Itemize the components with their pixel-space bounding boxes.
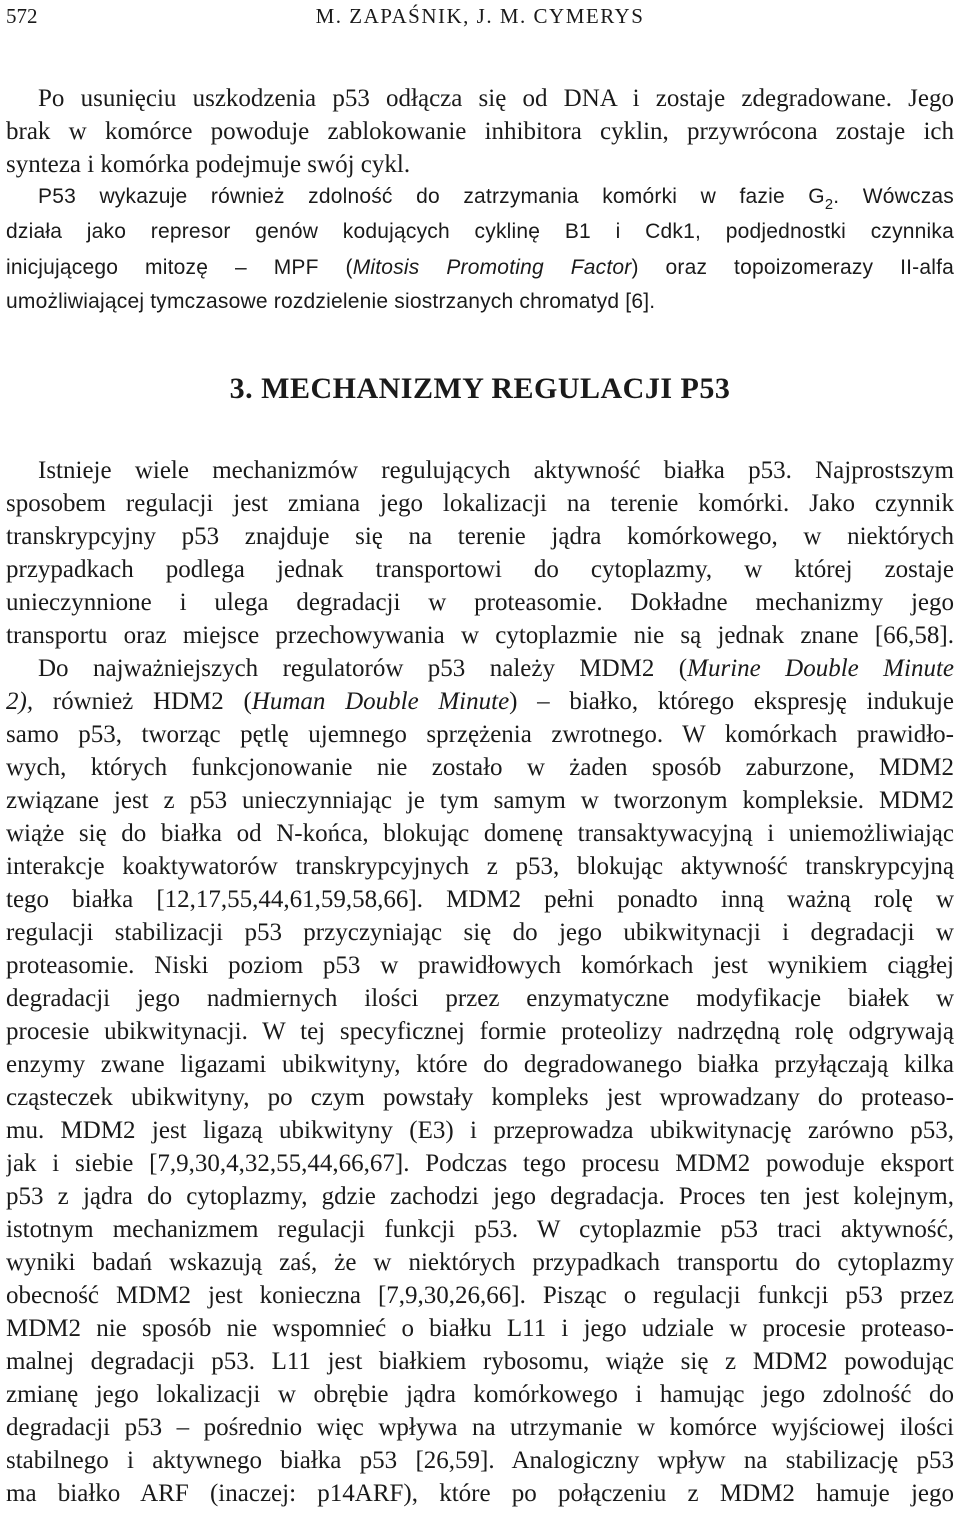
body-line: procesie ubikwitynacji. W tej specyficznej formie proteolizy nadrzędną rolę odgrywają	[6, 1018, 954, 1045]
text-line: . Wówczas	[833, 185, 954, 208]
paragraph-2-line	[6, 253, 954, 283]
paragraph-1-line	[6, 84, 954, 114]
paragraph-2-line: umożliwiającej tymczasowe rozdzielenie siostrzanych chromatyd [6].	[6, 290, 656, 313]
subscript: 2	[824, 197, 834, 212]
body-line: transportu oraz miejsce przechowywania w cytoplazmie nie są jednak znane [66,58].	[6, 622, 954, 649]
text-line: Istnieje wiele mechanizmów regulujących aktywność białka p53. Najprostszym	[38, 457, 954, 484]
body-line: regulacji stabilizacji p53 przyczyniając się do jego ubikwitynacji i degradacji w	[6, 919, 954, 946]
paragraph-1-line: synteza i komórka podejmuje swój cykl.	[6, 151, 411, 178]
body-line	[6, 654, 954, 684]
running-head-authors: M. ZAPAŚNIK, J. M. CYMERYS	[315, 4, 645, 28]
paragraph-2-line: działa jako represor genów kodujących cyklinę B1 i Cdk1, podjednostki czynnika	[6, 220, 954, 243]
italic-term: Human Double Minute	[251, 688, 510, 715]
body-line: proteasomie. Niski poziom p53 w prawidłowych komórkach jest wynikiem ciągłej	[6, 952, 954, 979]
body-line: enzymy zwane ligazami ubikwityny, które do degradowanego białka przyłączają kilka	[6, 1051, 954, 1078]
text-line: ) – białko, którego ekspresję indukuje	[509, 688, 954, 715]
body-line: wyniki badań wskazują zaś, że w niektórych przypadkach transportu do cytoplazmy	[6, 1249, 954, 1276]
body-line: malnej degradacji p53. L11 jest białkiem rybosomu, wiąże się z MDM2 powodując	[6, 1348, 954, 1375]
body-line: tego białka [12,17,55,44,61,59,58,66]. MDM2 pełni ponadto inną ważną rolę w	[6, 886, 954, 913]
text-line: P53 wykazuje również zdolność do zatrzymania komórki w fazie G	[38, 185, 825, 208]
body-line: degradacji jego nadmiernych ilości przez enzymatyczne modyfikacje białek w	[6, 985, 954, 1012]
body-line: przypadkach podlega jednak transportowi do cytoplazmy, w której zostaje	[6, 556, 954, 583]
body-line: p53 z jądra do cytoplazmy, gdzie zachodzi jego degradacja. Proces ten jest kolejnym,	[6, 1183, 954, 1210]
body-line: transkrypcyjny p53 znajduje się na terenie jądra komórkowego, w niektórych	[6, 523, 954, 550]
section-heading: 3. MECHANIZMY REGULACJI P53	[229, 372, 731, 405]
italic-term: Murine Double Minute	[687, 655, 954, 682]
body-line: degradacji p53 – pośrednio więc wpływa na utrzymanie w komórce wyjściowej ilości	[6, 1414, 954, 1441]
body-line: wych, których funkcjonowanie nie zostało w żaden sposób zaburzone, MDM2	[6, 754, 954, 781]
body-line: MDM2 nie sposób nie wspomnieć o białku L11 i jego udziale w procesie proteaso-	[6, 1315, 954, 1342]
body-line	[6, 456, 954, 486]
body-line: wiąże się do białka od N-końca, blokując domenę transaktywacyjną i uniemożliwiając	[6, 820, 954, 847]
text-line: inicjującego mitozę – MPF (	[6, 256, 353, 279]
page-number: 572	[6, 4, 38, 28]
text-line: Do najważniejszych regulatorów p53 należy MDM2 (	[38, 655, 688, 682]
body-line: cząsteczek ubikwityny, po czym powstały kompleks jest wprowadzany do proteaso-	[6, 1084, 954, 1111]
paragraph-2-line	[6, 182, 954, 212]
body-line: ma białko ARF (inaczej: p14ARF), które po połączeniu z MDM2 hamuje jego	[6, 1480, 954, 1507]
body-line: interakcje koaktywatorów transkrypcyjnych z p53, blokując aktywność transkrypcyjną	[6, 853, 954, 880]
text-line: Po usunięciu uszkodzenia p53 odłącza się od DNA i zostaje zdegradowane. Jego	[38, 85, 954, 112]
text-line: ) oraz topoizomerazy II-alfa	[631, 256, 954, 279]
body-line: obecność MDM2 jest konieczna [7,9,30,26,66]. Pisząc o regulacji funkcji p53 przez	[6, 1282, 954, 1309]
italic-term: 2),	[6, 688, 34, 715]
body-line: samo p53, tworząc pętlę ujemnego sprzężenia zwrotnego. W komórkach prawidło-	[6, 721, 954, 748]
body-line: jak i siebie [7,9,30,4,32,55,44,66,67]. Podczas tego procesu MDM2 powoduje eksport	[6, 1150, 954, 1177]
text-line: również HDM2 (	[33, 688, 252, 715]
body-line: sposobem regulacji jest zmiana jego lokalizacji na terenie komórki. Jako czynnik	[6, 490, 954, 517]
body-line	[6, 687, 954, 717]
body-line: zmianę jego lokalizacji w obrębie jądra komórkowego i hamując jego zdolność do	[6, 1381, 954, 1408]
body-line: mu. MDM2 jest ligazą ubikwityny (E3) i przeprowadza ubikwitynację zarówno p53,	[6, 1117, 954, 1144]
body-line: związane jest z p53 unieczynniając je tym samym w tworzonym kompleksie. MDM2	[6, 787, 954, 814]
body-line: istotnym mechanizmem regulacji funkcji p53. W cytoplazmie p53 traci aktywność,	[6, 1216, 954, 1243]
body-line: unieczynnione i ulega degradacji w proteasomie. Dokładne mechanizmy jego	[6, 589, 954, 616]
paragraph-1-line: brak w komórce powoduje zablokowanie inhibitora cyklin, przywrócona zostaje ich	[6, 118, 954, 145]
italic-term: Mitosis Promoting Factor	[352, 256, 632, 279]
page-header	[6, 4, 954, 30]
body-line: stabilnego i aktywnego białka p53 [26,59]. Analogiczny wpływ na stabilizację p53	[6, 1447, 954, 1474]
